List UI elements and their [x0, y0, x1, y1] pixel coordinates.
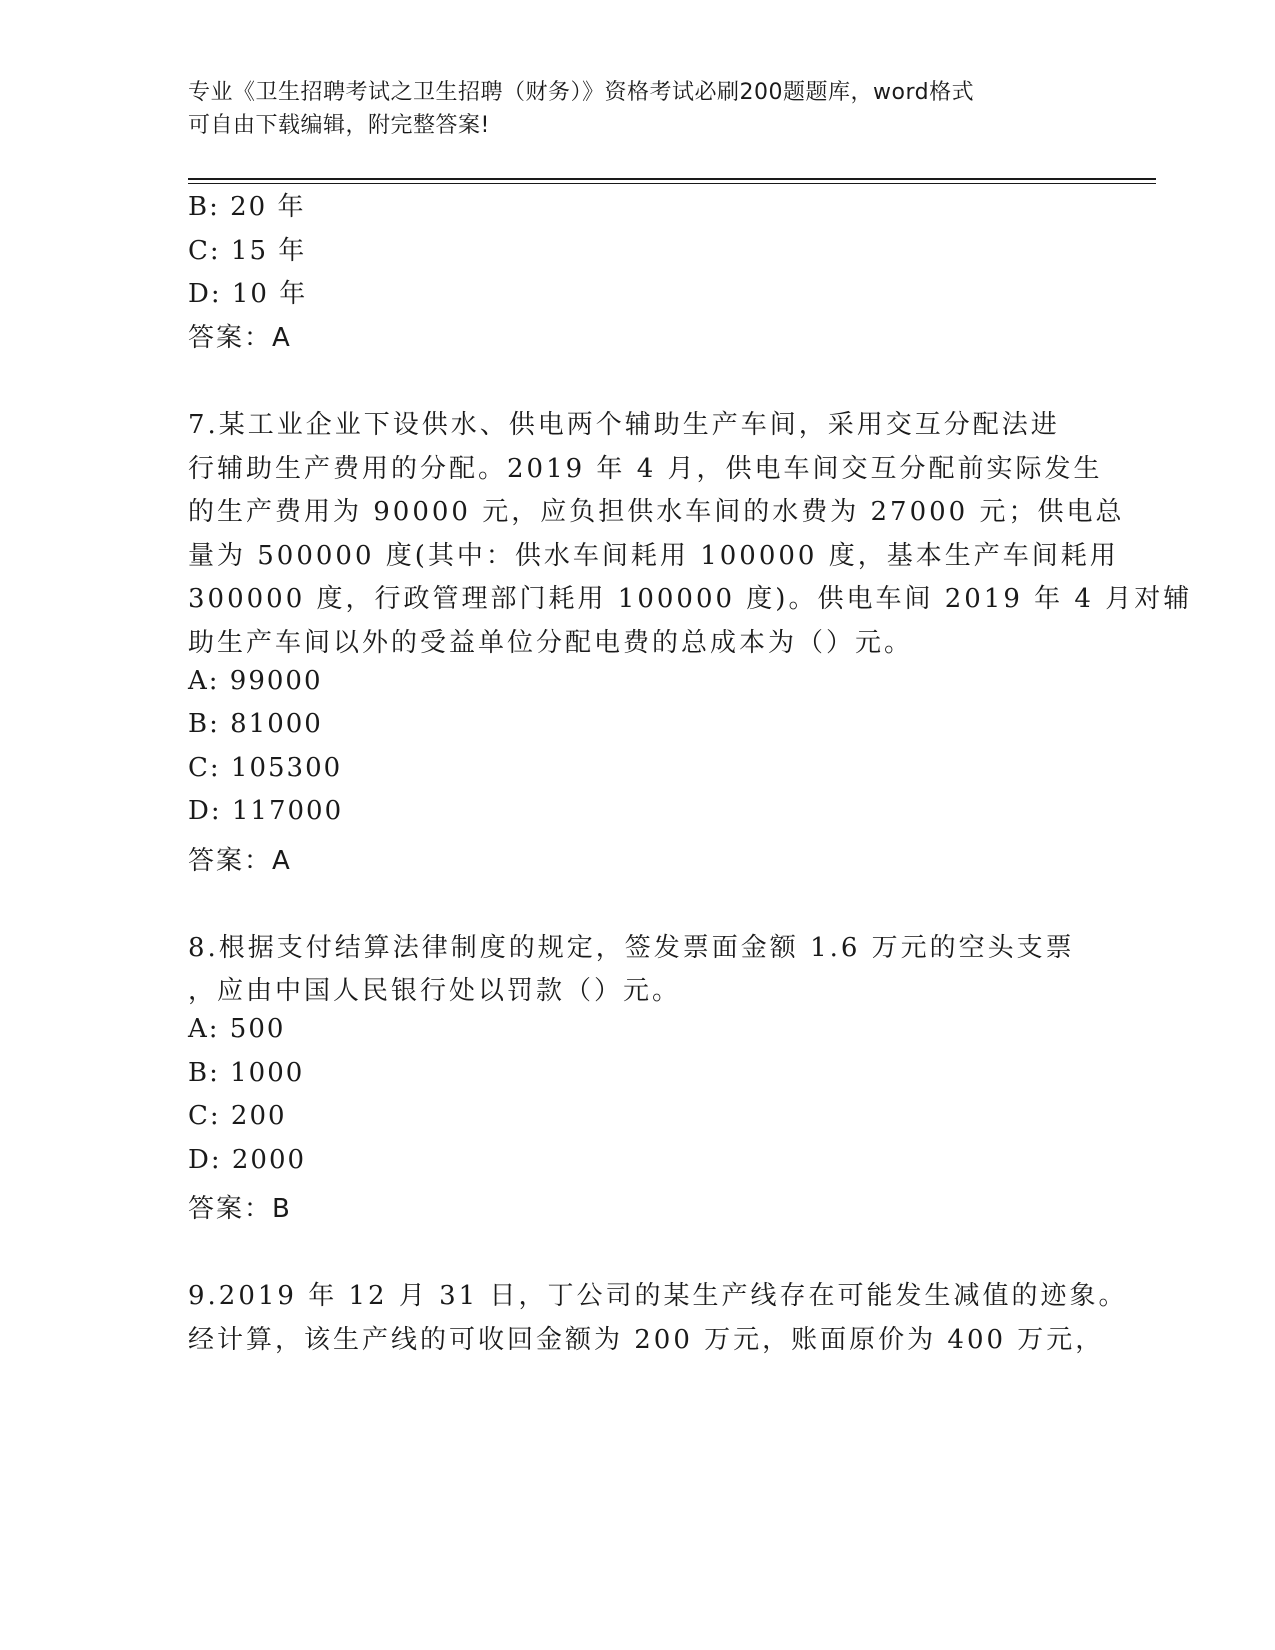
q9-stem-line-1: 9.2019 年 12 月 31 日，丁公司的某生产线存在可能发生减值的迹象。 [188, 1281, 1128, 1311]
q6-answer: 答案：A [188, 323, 292, 353]
q8-option-d: D: 2000 [188, 1145, 307, 1175]
q9-stem-line-2: 经计算，该生产线的可收回金额为 200 万元，账面原价为 400 万元， [188, 1325, 1105, 1355]
q7-option-b: B: 81000 [188, 709, 323, 739]
q7-stem-line-6: 助生产车间以外的受益单位分配电费的总成本为（）元。 [188, 628, 914, 658]
q8-option-b: B: 1000 [188, 1058, 305, 1088]
header-rule-thin [188, 183, 1156, 184]
q7-option-c: C: 105300 [188, 753, 343, 783]
document-header [188, 76, 1068, 142]
q8-stem-line-1: 8.根据支付结算法律制度的规定，签发票面金额 1.6 万元的空头支票 [188, 933, 1075, 963]
q6-option-b: B: 20 年 [188, 192, 306, 222]
q7-stem-line-3: 的生产费用为 90000 元，应负担供水车间的水费为 27000 元；供电总 [188, 497, 1125, 527]
q8-stem-line-2: ，应由中国人民银行处以罚款（）元。 [188, 976, 682, 1006]
q7-stem-line-4: 量为 500000 度(其中：供水车间耗用 100000 度，基本生产车间耗用 [188, 541, 1119, 571]
q7-stem-line-5: 300000 度，行政管理部门耗用 100000 度)。供电车间 2019 年 4 月对辅 [188, 584, 1193, 614]
q7-stem-line-1: 7.某工业企业下设供水、供电两个辅助生产车间，采用交互分配法进 [188, 410, 1060, 440]
q7-stem-line-2: 行辅助生产费用的分配。2019 年 4 月，供电车间交互分配前实际发生 [188, 454, 1103, 484]
header-rule-thick [188, 178, 1156, 180]
q8-option-c: C: 200 [188, 1101, 287, 1131]
header-line-2: 可自由下载编辑，附完整答案! [188, 113, 490, 138]
q8-option-a: A: 500 [188, 1014, 286, 1044]
q7-option-a: A: 99000 [188, 666, 323, 696]
q7-answer: 答案：A [188, 846, 292, 876]
q8-answer: 答案：B [188, 1194, 292, 1224]
q6-option-d: D: 10 年 [188, 279, 308, 309]
q7-option-d: D: 117000 [188, 796, 344, 826]
q6-option-c: C: 15 年 [188, 236, 307, 266]
header-line-1: 专业《卫生招聘考试之卫生招聘（财务）》资格考试必刷200题题库，word格式 [188, 80, 975, 105]
